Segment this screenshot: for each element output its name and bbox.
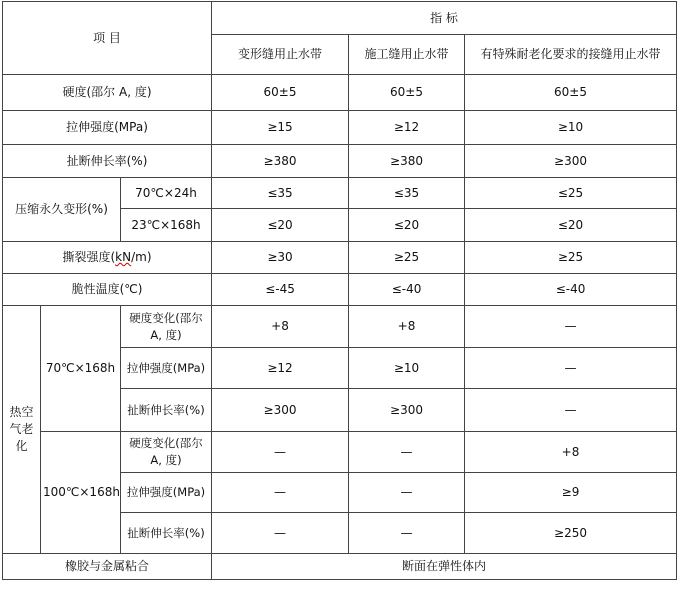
aging-condition: 70℃×168h (41, 306, 121, 432)
row-label: 脆性温度(℃) (3, 274, 212, 306)
cell-value: +8 (212, 306, 349, 348)
cell-value: 60±5 (465, 75, 677, 111)
cell-value: ≥25 (349, 242, 465, 274)
cell-value: 断面在弹性体内 (212, 554, 677, 580)
sub-label: 硬度变化(邵尔 A, 度) (121, 306, 212, 348)
cell-value: ≥10 (349, 348, 465, 389)
cell-value: — (349, 473, 465, 513)
cell-value: ≥300 (349, 389, 465, 432)
condition-label: 23℃×168h (121, 209, 212, 242)
aging-label: 热空气老化 (3, 306, 41, 554)
cell-value: ≥300 (212, 389, 349, 432)
sub-label: 扯断伸长率(%) (121, 513, 212, 554)
cell-value: — (465, 306, 677, 348)
cell-value: ≤20 (465, 209, 677, 242)
cell-value: ≥250 (465, 513, 677, 554)
cell-value: ≤25 (465, 178, 677, 209)
header-indicator: 指 标 (212, 2, 677, 35)
cell-value: ≥9 (465, 473, 677, 513)
cell-value: — (349, 432, 465, 473)
cell-value: ≤-40 (465, 274, 677, 306)
cell-value: ≤20 (349, 209, 465, 242)
cell-value: +8 (465, 432, 677, 473)
cell-value: ≥10 (465, 111, 677, 145)
cell-value: — (465, 348, 677, 389)
row-label: 扯断伸长率(%) (3, 145, 212, 178)
row-label: 硬度(邵尔 A, 度) (3, 75, 212, 111)
cell-value: ≤35 (349, 178, 465, 209)
cell-value: — (212, 473, 349, 513)
condition-label: 70℃×24h (121, 178, 212, 209)
header-col3: 有特殊耐老化要求的接缝用止水带 (465, 35, 677, 75)
sub-label: 硬度变化(邵尔 A, 度) (121, 432, 212, 473)
cell-value: — (465, 389, 677, 432)
cell-value: ≥30 (212, 242, 349, 274)
cell-value: — (212, 513, 349, 554)
properties-table (2, 1, 677, 580)
cell-value: ≥25 (465, 242, 677, 274)
label-text: 撕裂强度( (62, 250, 116, 264)
sub-label: 拉伸强度(MPa) (121, 348, 212, 389)
cell-value: ≥15 (212, 111, 349, 145)
header-col1: 变形缝用止水带 (212, 35, 349, 75)
cell-value: ≥300 (465, 145, 677, 178)
row-label: 橡胶与金属粘合 (3, 554, 212, 580)
header-col2: 施工缝用止水带 (349, 35, 465, 75)
cell-value: ≤35 (212, 178, 349, 209)
cell-value: 60±5 (212, 75, 349, 111)
cell-value: — (349, 513, 465, 554)
cell-value: ≤20 (212, 209, 349, 242)
cell-value: ≤-40 (349, 274, 465, 306)
label-text: /m) (131, 250, 152, 264)
row-label (3, 242, 212, 274)
cell-value: — (212, 432, 349, 473)
row-label: 拉伸强度(MPa) (3, 111, 212, 145)
sub-label: 拉伸强度(MPa) (121, 473, 212, 513)
cell-value: ≥380 (349, 145, 465, 178)
cell-value: ≤-45 (212, 274, 349, 306)
cell-value: ≥12 (212, 348, 349, 389)
cell-value: ≥12 (349, 111, 465, 145)
cell-value: ≥380 (212, 145, 349, 178)
cell-value: +8 (349, 306, 465, 348)
sub-label: 扯断伸长率(%) (121, 389, 212, 432)
label-unit: kN (115, 250, 132, 264)
aging-condition: 100℃×168h (41, 432, 121, 554)
cell-value: 60±5 (349, 75, 465, 111)
row-label: 压缩永久变形(%) (3, 178, 121, 242)
header-item: 项 目 (3, 2, 212, 75)
